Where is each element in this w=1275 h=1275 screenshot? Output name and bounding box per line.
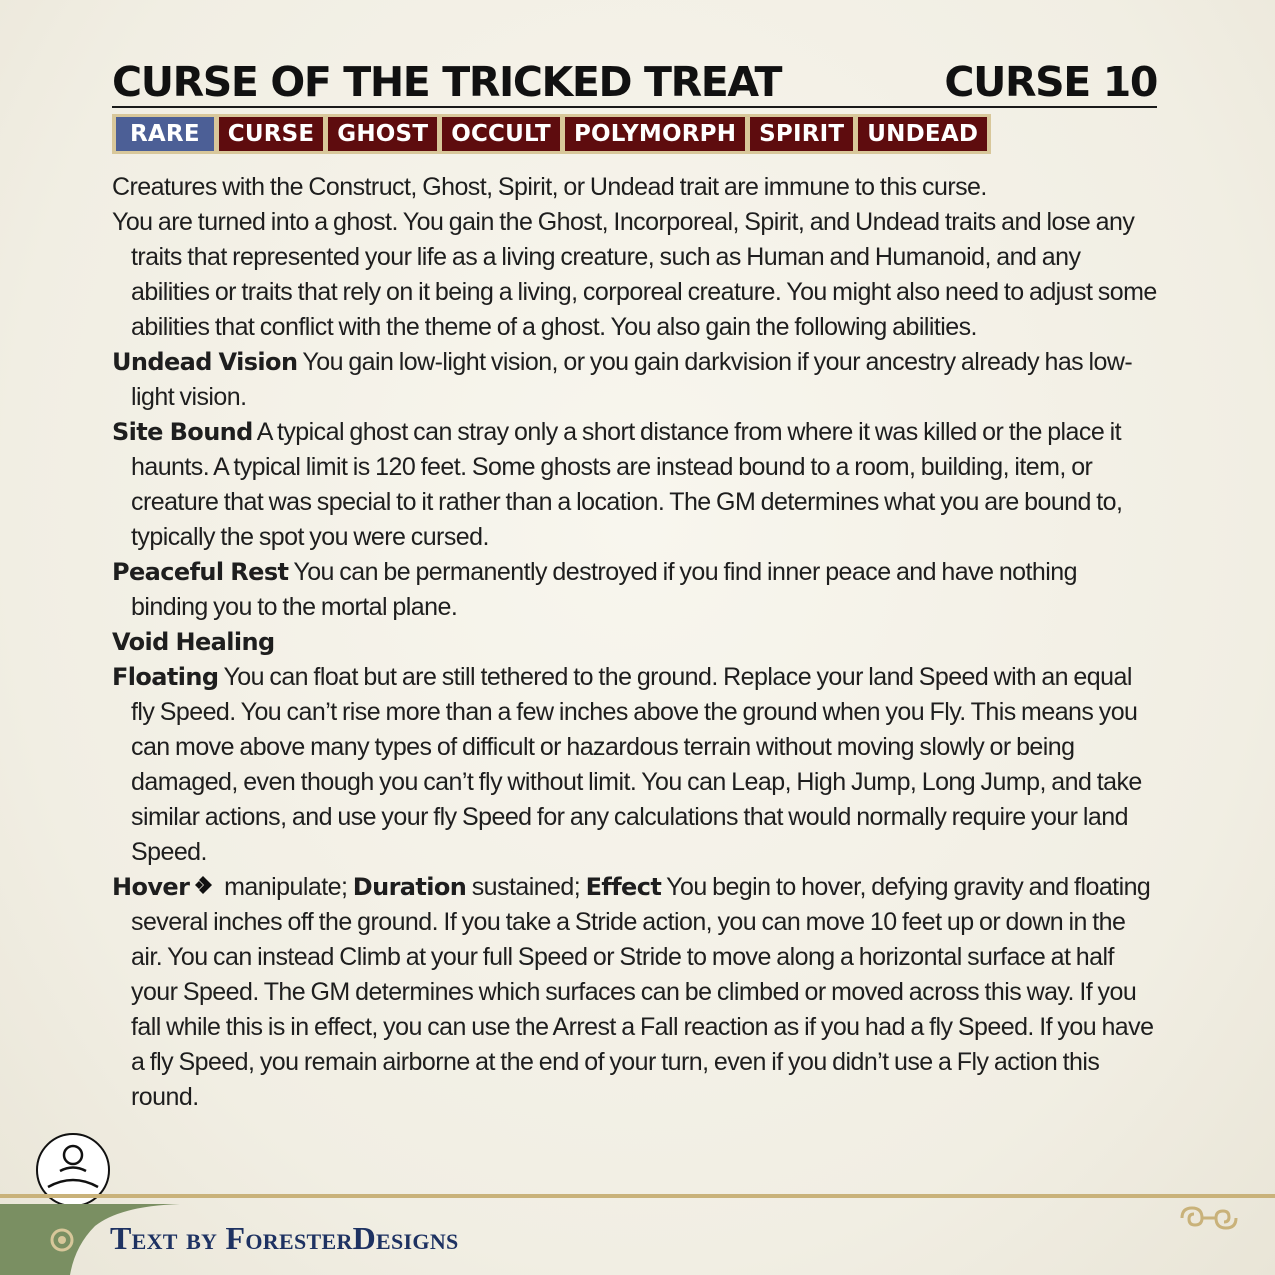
trait-curse: CURSE xyxy=(219,117,324,151)
ability-text: You gain low-light vision, or you gain darkvision if your ancestry already has low-light vision. xyxy=(131,348,1133,411)
ability-name: Floating xyxy=(112,663,219,691)
ability-text: A typical ghost can stray only a short distance from where it was killed or the place it haunts. A typical limit is 120 feet. Some ghosts are instead bound to a room, building, item, or creature that was special to it rather than a location. The GM determines what you are bound to, typically the spot you were cursed. xyxy=(131,418,1123,551)
ability-hover xyxy=(112,870,1157,1115)
ability-text: You can float but are still tethered to the ground. Replace your land Speed with an equal fly Speed. You can’t rise more than a few inches above the ground when you Fly. This means you can move above many types of difficult or hazardous terrain without moving slowly or being damaged, even though you can’t fly without limit. You can Leap, High Jump, Long Jump, and take similar actions, and use your fly Speed for any calculations that would normally require your land Speed. xyxy=(131,663,1142,866)
ability-void-healing xyxy=(112,625,1157,660)
duration-text: sustained; xyxy=(471,873,581,901)
trait-occult: OCCULT xyxy=(442,117,560,151)
ability-name: Hover xyxy=(112,873,190,901)
trait-rare: RARE xyxy=(116,117,214,151)
immunity-text: Creatures with the Construct, Ghost, Spirit, or Undead trait are immune to this curse. xyxy=(112,173,987,201)
ability-undead-vision xyxy=(112,345,1157,415)
ability-site-bound xyxy=(112,415,1157,555)
trait-bar xyxy=(112,114,991,154)
single-action-icon xyxy=(195,873,219,901)
credit-text: Text by ForesterDesigns xyxy=(110,1220,459,1256)
ability-name: Site Bound xyxy=(112,418,253,446)
scroll-ornament-icon xyxy=(1176,1203,1242,1233)
ability-name: Peaceful Rest xyxy=(112,558,289,586)
hover-traits: manipulate; xyxy=(224,873,348,901)
trait-polymorph: POLYMORPH xyxy=(565,117,745,151)
intro-text: You are turned into a ghost. You gain the Ghost, Incorporeal, Spirit, and Undead traits and lose any traits that represented your life as a living creature, such as Human and Humanoid, and any abilities or traits that rely on it being a living, corporeal creature. You might also need to adjust some abilities that conflict with the theme of a ghost. You also gain the following abilities. xyxy=(112,208,1157,341)
trait-ghost: GHOST xyxy=(328,117,437,151)
title-row xyxy=(112,58,1157,108)
trait-spirit: SPIRIT xyxy=(750,117,853,151)
duration-label: Duration xyxy=(352,873,467,901)
curse-body xyxy=(112,170,1157,1115)
stat-block xyxy=(112,58,1157,1115)
effect-label: Effect xyxy=(585,873,662,901)
effect-text: You begin to hover, defying gravity and floating several inches off the ground. If you take a Stride action, you can move 10 feet up or down in the air. You can instead Climb at your full Speed or Stride to move along a horizontal surface at half your Speed. The GM determines which surfaces can be climbed or moved across this way. If you fall while this is in effect, you can use the Arrest a Fall reaction as if you had a fly Speed. If you have a fly Speed, you remain airborne at the end of your turn, even if you didn’t use a Fly action this round. xyxy=(131,873,1154,1111)
ability-name: Undead Vision xyxy=(112,348,298,376)
ability-floating xyxy=(112,660,1157,870)
trait-undead: UNDEAD xyxy=(858,117,987,151)
ability-text: You can be permanently destroyed if you find inner peace and have nothing binding you to the mortal plane. xyxy=(131,558,1077,621)
curse-title: CURSE OF THE TRICKED TREAT xyxy=(112,58,782,106)
curse-level: CURSE 10 xyxy=(944,58,1157,106)
ability-name: Void Healing xyxy=(112,628,275,656)
ability-peaceful-rest xyxy=(112,555,1157,625)
